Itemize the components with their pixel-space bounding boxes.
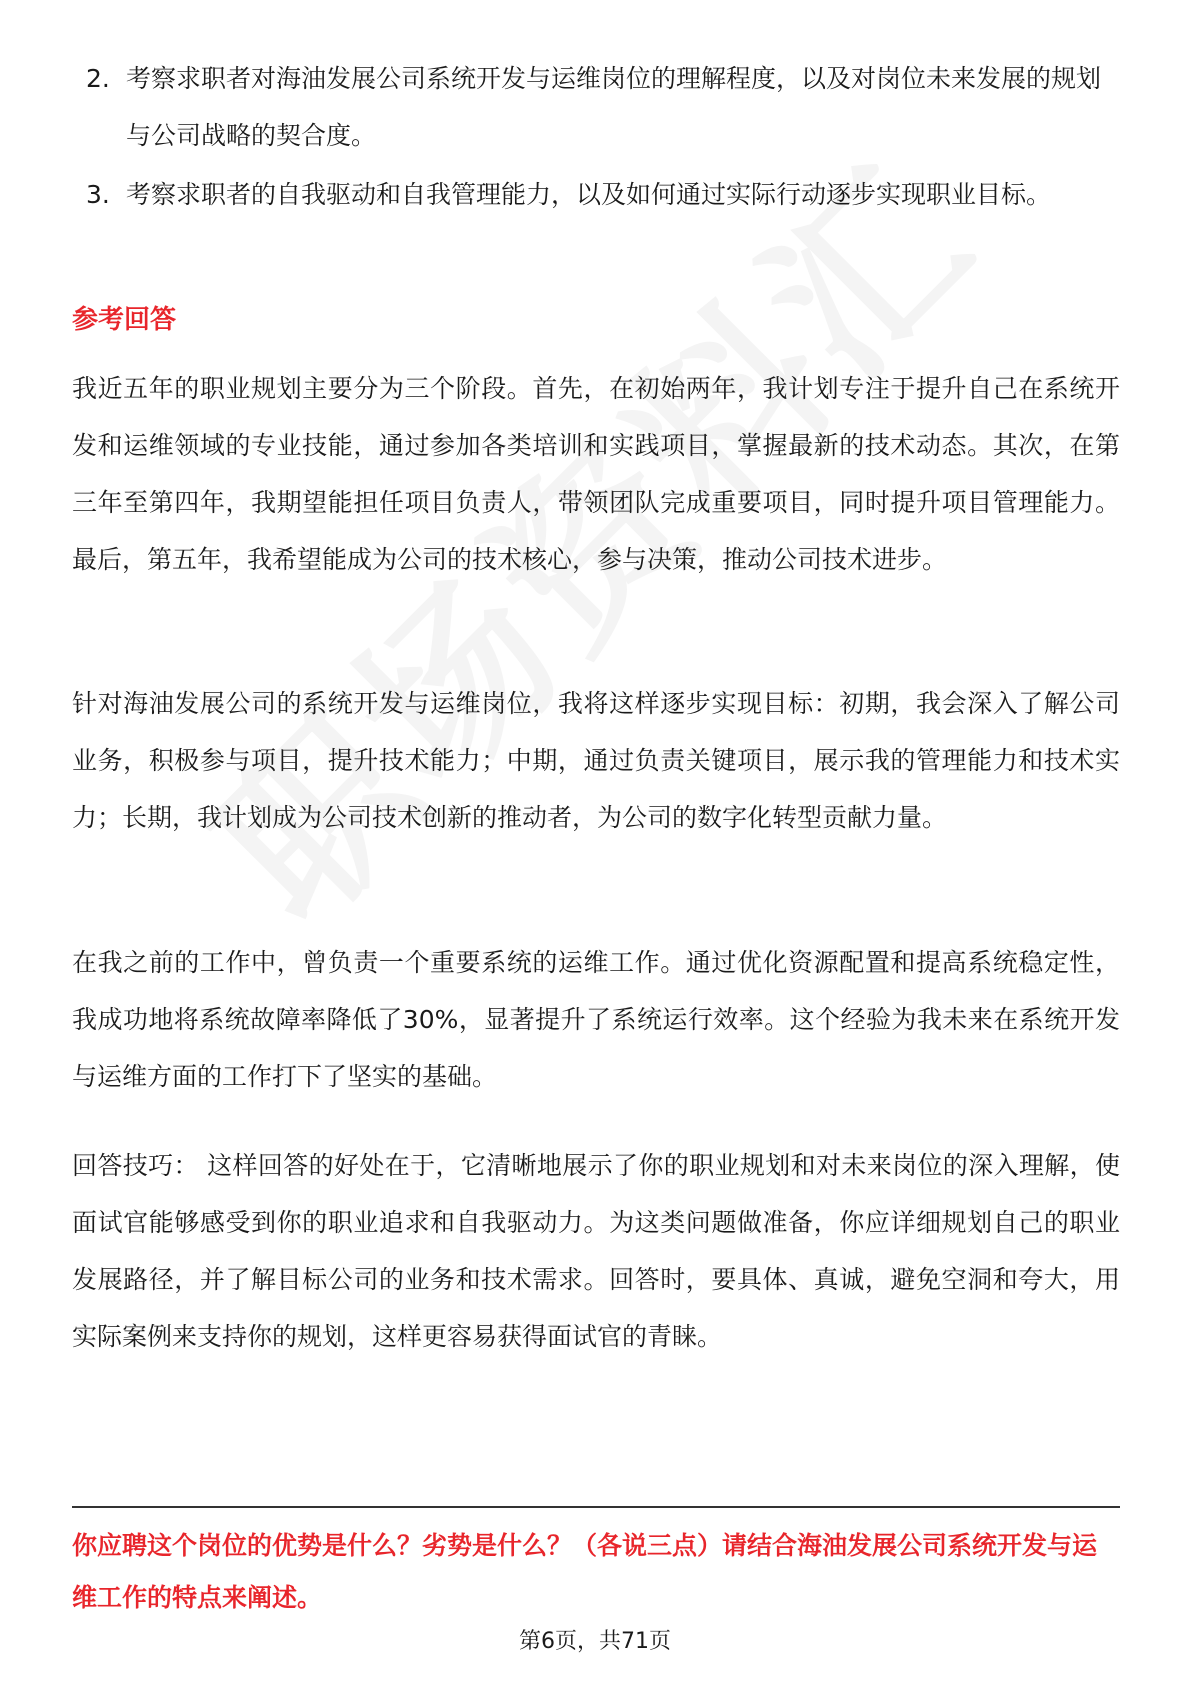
answer-tips-paragraph: 回答技巧： 这样回答的好处在于，它清晰地展示了你的职业规划和对未来岗位的深入理解，使面试官能够感受到你的职业追求和自我驱动力。为这类问题做准备，你应详细规划自己的职业发展路径，并了解目标公司的业务和技术需求。回答时，要具体、真诚，避免空洞和夸大，用实际案例来支持你的规划，这样更容易获得面试官的青睐。 bbox=[72, 1151, 1120, 1351]
answer-paragraph: 针对海油发展公司的系统开发与运维岗位，我将这样逐步实现目标：初期，我会深入了解公司业务，积极参与项目，提升技术能力；中期，通过负责关键项目，展示我的管理能力和技术实力；长期，我计划成为公司技术创新的推动者，为公司的数字化转型贡献力量。 bbox=[72, 689, 1120, 832]
page-number-footer: 第6页，共71页 bbox=[519, 1629, 671, 1654]
question-points-list bbox=[72, 50, 1122, 225]
list-item-text: 考察求职者的自我驱动和自我管理能力，以及如何通过实际行动逐步实现职业目标。 bbox=[126, 180, 1052, 209]
answer-paragraph: 在我之前的工作中，曾负责一个重要系统的运维工作。通过优化资源配置和提高系统稳定性，我成功地将系统故障率降低了30%，显著提升了系统运行效率。这个经验为我未来在系统开发与运维方面的工作打下了坚实的基础。 bbox=[72, 948, 1120, 1091]
list-item-number: 2. bbox=[86, 64, 110, 93]
list-item bbox=[72, 50, 1122, 164]
list-item bbox=[72, 166, 1122, 223]
answer-paragraph: 我近五年的职业规划主要分为三个阶段。首先，在初始两年，我计划专注于提升自己在系统开发和运维领域的专业技能，通过参加各类培训和实践项目，掌握最新的技术动态。其次，在第三年至第四年，我期望能担任项目负责人，带领团队完成重要项目，同时提升项目管理能力。最后，第五年，我希望能成为公司的技术核心，参与决策，推动公司技术进步。 bbox=[72, 374, 1120, 574]
next-question-heading: 你应聘这个岗位的优势是什么？劣势是什么？（各说三点）请结合海油发展公司系统开发与运维工作的特点来阐述。 bbox=[72, 1531, 1098, 1612]
reference-answer-heading: 参考回答 bbox=[72, 305, 177, 335]
list-item-number: 3. bbox=[86, 180, 110, 209]
list-item-text: 考察求职者对海油发展公司系统开发与运维岗位的理解程度，以及对岗位未来发展的规划与公司战略的契合度。 bbox=[126, 64, 1102, 150]
section-divider bbox=[72, 1506, 1120, 1508]
